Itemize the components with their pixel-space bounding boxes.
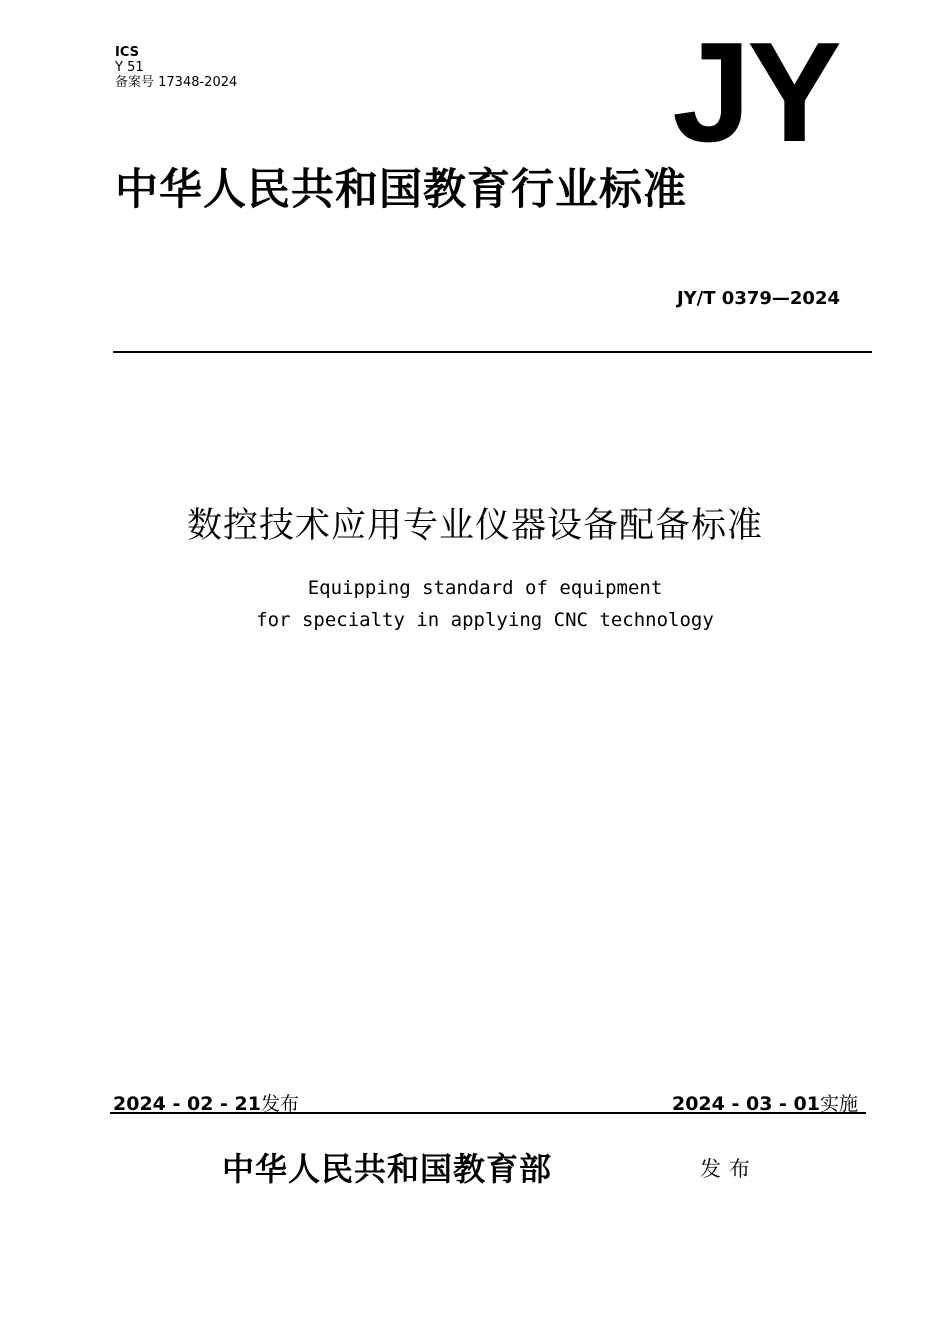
implementation-date-value: 2024 - 03 - 01	[671, 1093, 820, 1115]
standard-metadata	[115, 45, 237, 90]
title-en-line-2: for specialty in applying CNC technology	[256, 609, 714, 631]
top-divider	[113, 351, 872, 353]
filing-number: 备案号 17348-2024	[115, 75, 238, 90]
standard-number: JY/T 0379—2024	[676, 288, 840, 309]
issue-date-suffix: 发布	[261, 1093, 300, 1115]
jy-logo: JY	[672, 13, 838, 172]
bottom-divider	[110, 1112, 866, 1114]
document-title-cn: 数控技术应用专业仪器设备配备标准	[186, 506, 763, 546]
issuer-suffix: 发布	[700, 1157, 758, 1181]
title-en-line-1: Equipping standard of equipment	[307, 577, 663, 599]
implementation-date-suffix: 实施	[819, 1093, 858, 1115]
standard-category-title: 中华人民共和国教育行业标准	[115, 165, 687, 215]
classification-code: Y 51	[115, 60, 144, 75]
document-title-en	[0, 572, 950, 636]
issue-date-value: 2024 - 02 - 21	[113, 1093, 261, 1115]
ics-code: ICS	[115, 45, 139, 60]
issuer-name: 中华人民共和国教育部	[222, 1150, 553, 1188]
